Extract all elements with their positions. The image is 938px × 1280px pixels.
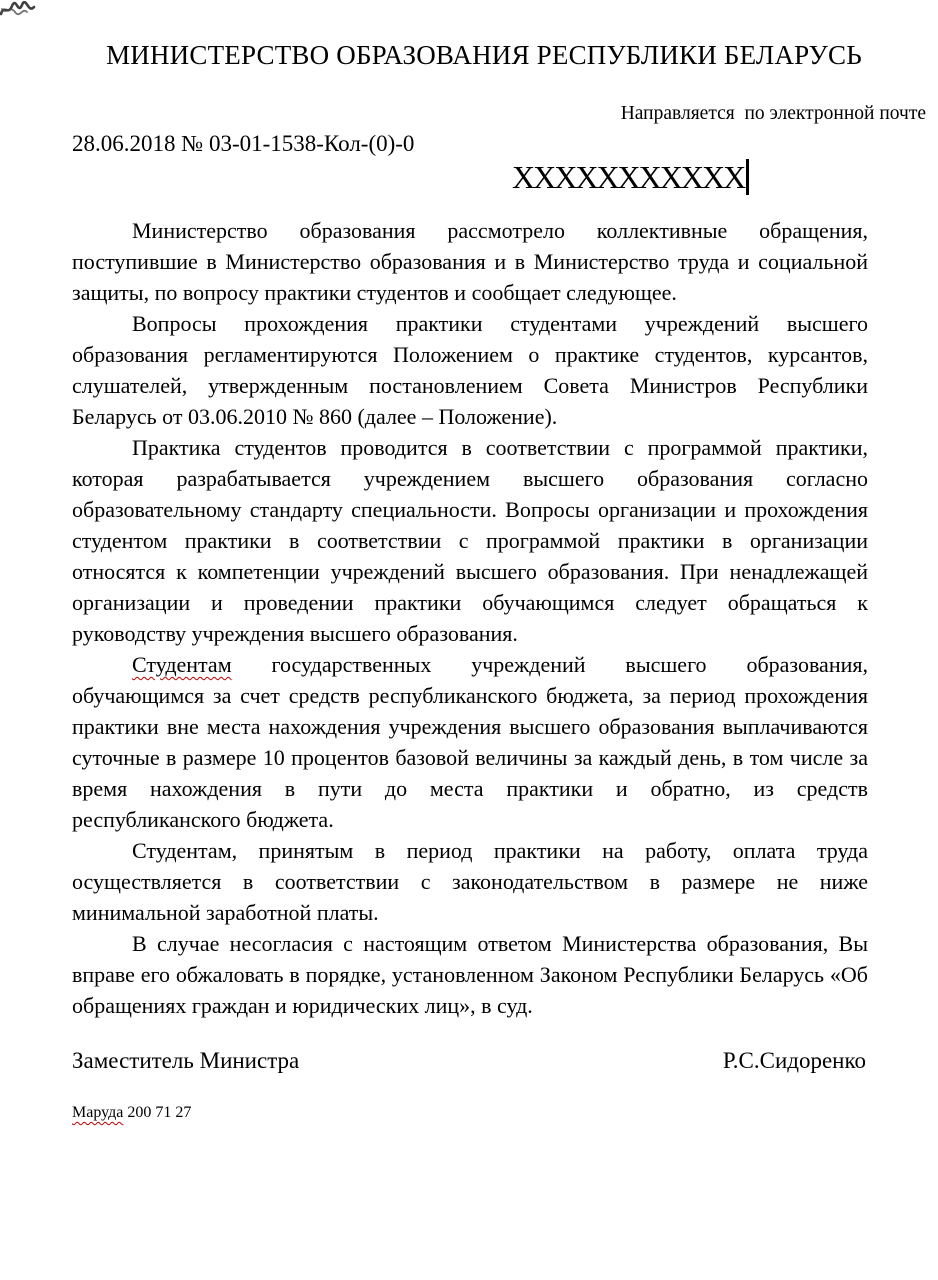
text-cursor	[746, 159, 749, 195]
body-paragraph[interactable]: Министерство образования рассмотрело коллективные обращения, поступившие в Министерство образования и в Министерство труда и социальной защиты, по вопросу практики студентов и сообщает следующее.	[72, 218, 868, 305]
misspelled-word[interactable]: Студентам	[132, 652, 232, 677]
body-paragraph[interactable]: Студентам, принятым в период практики на работу, оплата труда осуществляется в соответствии с законодательством в размере не ниже минимальной заработной платы.	[72, 838, 868, 925]
ministry-letterhead-title[interactable]: МИНИСТЕРСТВО ОБРАЗОВАНИЯ РЕСПУБЛИКИ БЕЛАРУСЬ	[106, 40, 862, 70]
paragraph-text[interactable]: государственных учреждений высшего образования, обучающимся за счет средств республиканского бюджета, за период прохождения практики вне места нахождения учреждения высшего образования выплачиваются суточные в размере 10 процентов базовой величины за каждый день, в том числе за время нахождения в пути до места практики и обратно, из средств республиканского бюджета.	[72, 652, 868, 832]
body-paragraph[interactable]	[72, 649, 868, 835]
date-reference-number-line[interactable]: 28.06.2018 № 03-01-1538-Кол-(0)-0	[72, 131, 415, 156]
executor-contact-line[interactable]	[72, 1104, 938, 1122]
signer-name[interactable]: Р.С.Сидоренко	[722, 1048, 866, 1073]
letter-body[interactable]	[72, 215, 868, 1021]
body-paragraph[interactable]: Практика студентов проводится в соответствии с программой практики, которая разрабатывается учреждением высшего образования согласно образовательному стандарту специальности. Вопросы организации и прохождения студентом практики в соответствии с программой практики в организации относятся к компетенции учреждений высшего образования. При ненадлежащей организации и проведении практики обучающимся следует обращаться к руководству учреждения высшего образования.	[72, 435, 868, 646]
body-paragraph[interactable]: Вопросы прохождения практики студентами учреждений высшего образования регламентируются Положением о практике студентов, курсантов, слушателей, утвержденным постановлением Совета Министров Республики Беларусь от 03.06.2010 № 860 (далее – Положение).	[72, 311, 868, 429]
scan-smudge-artifact	[0, 1, 38, 19]
signature-block	[72, 1048, 866, 1074]
delivery-method-note[interactable]: Направляется по электронной почте	[620, 103, 926, 124]
executor-name-misspelled[interactable]: Маруда	[72, 1104, 124, 1121]
executor-phone[interactable]: 200 71 27	[123, 1104, 192, 1121]
signer-position-title[interactable]: Заместитель Министра	[72, 1048, 300, 1073]
body-paragraph[interactable]: В случае несогласия с настоящим ответом Министерства образования, Вы вправе его обжаловать в порядке, установленном Законом Республики Беларусь «Об обращениях граждан и юридических лиц», в суд.	[72, 931, 868, 1018]
addressee-placeholder-text[interactable]: XXXXXXXXXXX	[512, 159, 745, 195]
addressee-placeholder-line[interactable]	[512, 159, 938, 203]
